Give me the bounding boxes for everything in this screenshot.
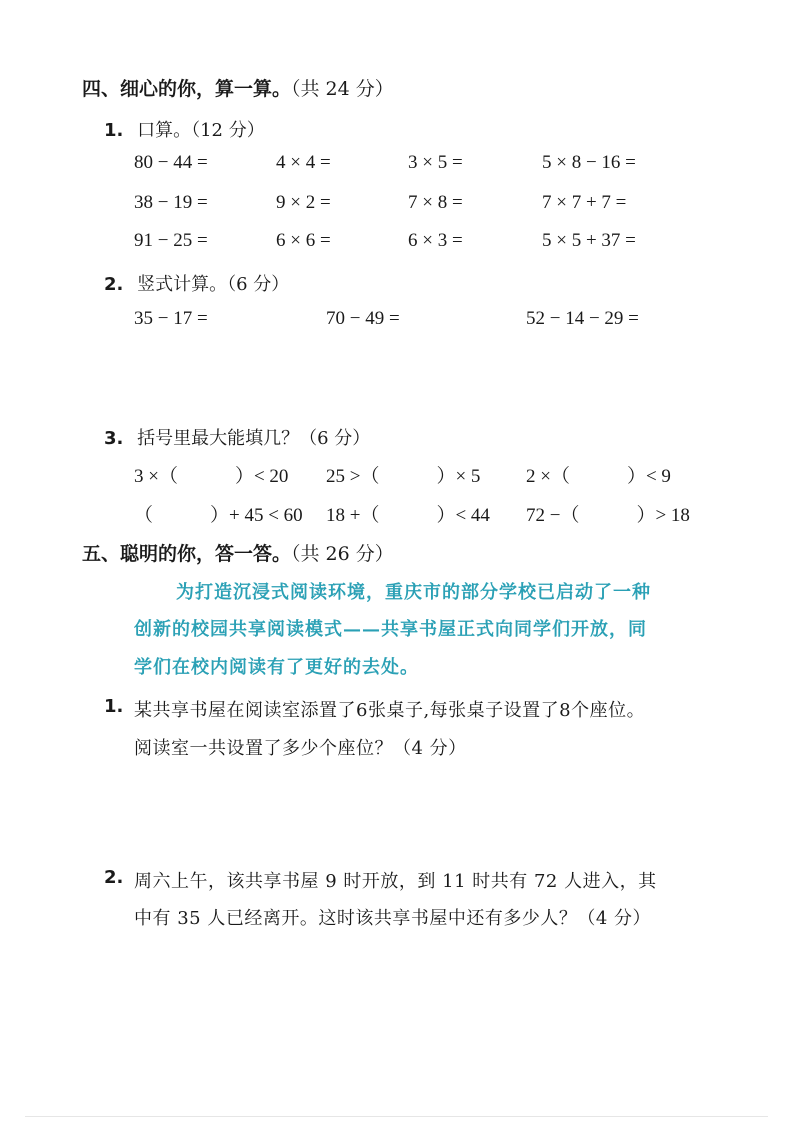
- oral-calc-item: 6 × 6 =: [276, 230, 331, 251]
- section-5-heading: [82, 539, 394, 566]
- q4-3-number: 3.: [104, 428, 124, 449]
- oral-calc-item: 5 × 8 − 16 =: [542, 152, 636, 173]
- fill-blank-item[interactable]: 3 ×（ ）< 20: [134, 466, 289, 487]
- oral-calc-item: 6 × 3 =: [408, 230, 463, 251]
- q4-2-number: 2.: [104, 274, 124, 295]
- section-5-title: 五、聪明的你，答一答。: [82, 543, 292, 565]
- q5-1-number: 1.: [104, 696, 124, 717]
- q4-2-heading: [104, 270, 289, 296]
- section-4-score: （共 24 分）: [291, 78, 394, 100]
- fill-blank-item[interactable]: 2 ×（ ）< 9: [526, 466, 671, 487]
- oral-calc-item: 7 × 7 + 7 =: [542, 192, 627, 213]
- fill-blank-item[interactable]: 18 +（ ）< 44: [326, 505, 490, 526]
- section-4-title: 四、细心的你，算一算。: [82, 78, 292, 100]
- q4-1-label: 口算。（12 分）: [137, 120, 265, 141]
- page-bottom-rule: [25, 1116, 768, 1117]
- vertical-calc-item: 70 − 49 =: [326, 308, 400, 329]
- q5-2-line: 中有 35 人已经离开。这时该共享书屋中还有多少人？（4 分）: [134, 908, 652, 929]
- oral-calc-item: 38 − 19 =: [134, 192, 208, 213]
- vertical-calc-item: 35 − 17 =: [134, 308, 208, 329]
- fill-blank-item[interactable]: 72 −（ ）> 18: [526, 505, 690, 526]
- oral-calc-item: 80 − 44 =: [134, 152, 208, 173]
- oral-calc-item: 7 × 8 =: [408, 192, 463, 213]
- oral-calc-item: 9 × 2 =: [276, 192, 331, 213]
- q4-3-heading: [104, 424, 370, 450]
- fill-blank-item[interactable]: 25 >（ ）× 5: [326, 466, 481, 487]
- oral-calc-item: 4 × 4 =: [276, 152, 331, 173]
- story-line: 学们在校内阅读有了更好的去处。: [134, 657, 419, 678]
- q4-1-heading: [104, 116, 265, 142]
- q4-3-label: 括号里最大能填几？（6 分）: [137, 428, 371, 449]
- section-5-score: （共 26 分）: [291, 543, 394, 565]
- q5-2-number: 2.: [104, 867, 124, 888]
- q4-2-label: 竖式计算。（6 分）: [137, 274, 290, 295]
- oral-calc-item: 91 − 25 =: [134, 230, 208, 251]
- vertical-calc-item: 52 − 14 − 29 =: [526, 308, 639, 329]
- q5-2-line: 周六上午，该共享书屋 9 时开放，到 11 时共有 72 人进入，其: [134, 871, 657, 892]
- section-4-heading: [82, 74, 394, 101]
- fill-blank-item[interactable]: （ ）+ 45 < 60: [134, 505, 303, 526]
- q5-1-line: 阅读室一共设置了多少个座位？（4 分）: [134, 738, 467, 759]
- story-line: 为打造沉浸式阅读环境，重庆市的部分学校已启动了一种: [176, 582, 651, 603]
- oral-calc-item: 3 × 5 =: [408, 152, 463, 173]
- oral-calc-item: 5 × 5 + 37 =: [542, 230, 636, 251]
- story-line: 创新的校园共享阅读模式——共享书屋正式向同学们开放，同: [134, 619, 647, 640]
- q4-1-number: 1.: [104, 120, 124, 141]
- q5-1-line: 某共享书屋在阅读室添置了6张桌子,每张桌子设置了8个座位。: [134, 700, 646, 721]
